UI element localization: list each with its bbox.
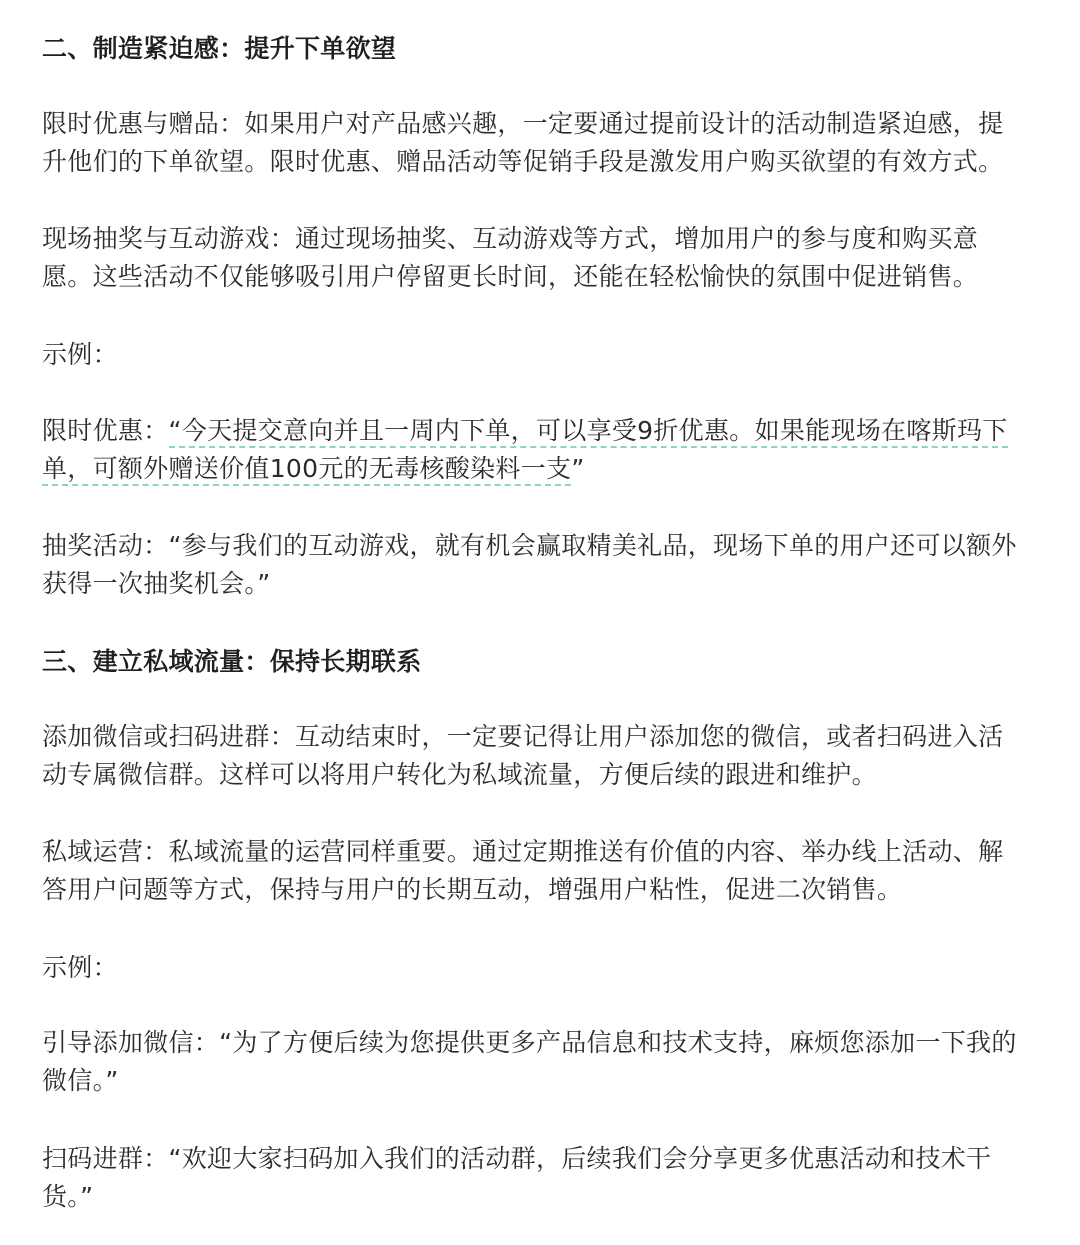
paragraph-line: 私域运营：私域流量的运营同样重要。通过定期推送有价值的内容、举办线上活动、解 [42, 837, 1004, 866]
paragraph-limited-offer [42, 105, 1042, 181]
paragraph-line: 引导添加微信：“为了方便后续为您提供更多产品信息和技术支持，麻烦您添加一下我的 [42, 1028, 1017, 1057]
paragraph-line: 答用户问题等方式，保持与用户的长期互动，增强用户粘性，促进二次销售。 [42, 875, 903, 904]
paragraph-example-wechat [42, 1024, 1042, 1100]
example-label: 示例： [42, 340, 118, 369]
paragraph-line: 动专属微信群。这样可以将用户转化为私域流量，方便后续的跟进和维护。 [42, 760, 877, 789]
paragraph-example-lottery [42, 527, 1042, 603]
paragraph-line [42, 412, 1042, 450]
paragraph-line: 抽奖活动：“参与我们的互动游戏，就有机会赢取精美礼品，现场下单的用户还可以额外 [42, 531, 1017, 560]
paragraph-lottery-games [42, 220, 1042, 296]
paragraph-line: 扫码进群：“欢迎大家扫码加入我们的活动群，后续我们会分享更多优惠活动和技术干 [42, 1144, 992, 1173]
paragraph-private-ops [42, 833, 1042, 909]
underlined-quote[interactable]: “今天提交意向并且一周内下单，可以享受9折优惠。如果能现场在喀斯玛下 [169, 416, 1008, 448]
section-heading-3 [42, 643, 1042, 681]
example-prefix: 限时优惠： [42, 416, 169, 445]
example-label-2 [42, 949, 1042, 987]
heading-text: 二、制造紧迫感：提升下单欲望 [42, 34, 397, 63]
example-label: 示例： [42, 953, 118, 982]
paragraph-line: 升他们的下单欲望。限时优惠、赠品活动等促销手段是激发用户购买欲望的有效方式。 [42, 147, 1004, 176]
paragraph-line: 货。” [42, 1182, 94, 1211]
paragraph-example-offer [42, 412, 1042, 488]
heading-text: 三、建立私域流量：保持长期联系 [42, 647, 422, 676]
example-label-1 [42, 336, 1042, 374]
paragraph-line [42, 450, 1042, 488]
quote-end: ” [571, 454, 585, 483]
paragraph-example-group [42, 1140, 1042, 1216]
paragraph-line: 愿。这些活动不仅能够吸引用户停留更长时间，还能在轻松愉快的氛围中促进销售。 [42, 262, 979, 291]
paragraph-line: 限时优惠与赠品：如果用户对产品感兴趣，一定要通过提前设计的活动制造紧迫感，提 [42, 109, 1004, 138]
underlined-quote[interactable]: 单，可额外赠送价值100元的无毒核酸染料一支 [42, 454, 571, 486]
paragraph-line: 添加微信或扫码进群：互动结束时，一定要记得让用户添加您的微信，或者扫码进入活 [42, 722, 1004, 751]
paragraph-add-wechat [42, 718, 1042, 794]
section-heading-2 [42, 30, 1042, 68]
paragraph-line: 现场抽奖与互动游戏：通过现场抽奖、互动游戏等方式，增加用户的参与度和购买意 [42, 224, 979, 253]
paragraph-line: 获得一次抽奖机会。” [42, 569, 271, 598]
paragraph-line: 微信。” [42, 1066, 119, 1095]
